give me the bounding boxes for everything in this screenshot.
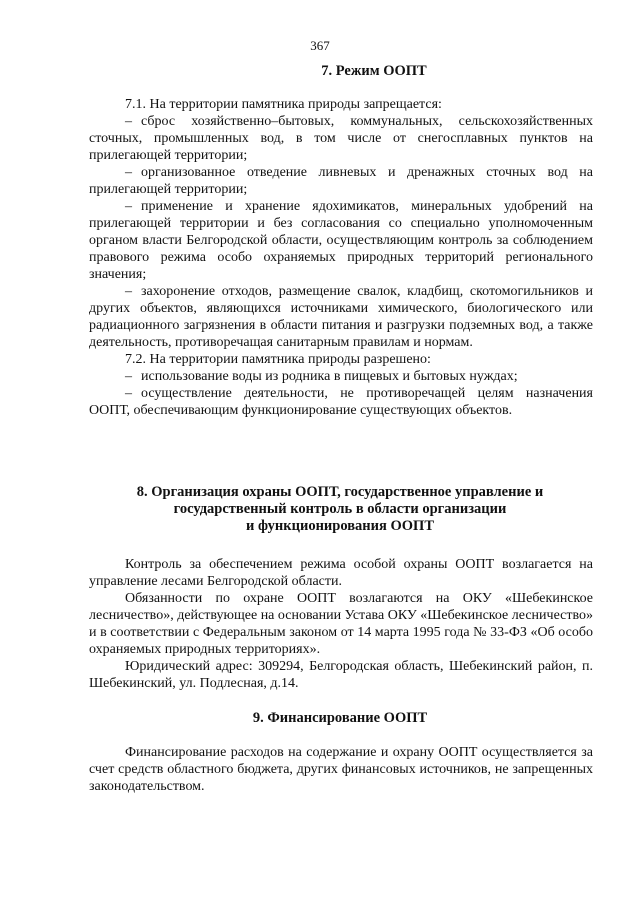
dash-bullet: –: [125, 369, 132, 384]
list-item-text: организованное отведение ливневых и дренажных сточных вод на прилегающей территории;: [89, 165, 593, 197]
list-item: [89, 198, 593, 283]
dash-bullet: –: [125, 386, 132, 401]
paragraph-7-2-intro: 7.2. На территории памятника природы разрешено:: [125, 352, 431, 367]
paragraph: Обязанности по охране ООПТ возлагаются на ОКУ «Шебекинское лесничество», действующее на основании Устава ОКУ «Шебекинское лесничество» и в соответствии с Федеральным законом от 14 марта 1995 года № 33-ФЗ «Об особо охраняемых природных территориях».: [89, 591, 593, 657]
list-item-text: использование воды из родника в пищевых и бытовых нуждах;: [141, 369, 518, 384]
paragraph: Финансирование расходов на содержание и охрану ООПТ осуществляется за счет средств областного бюджета, других финансовых источников, не запрещенных законодательством.: [89, 745, 593, 794]
section-7-body: [89, 96, 593, 419]
dash-bullet: –: [125, 165, 132, 180]
list-item: [89, 164, 593, 198]
section-9-body: [89, 744, 593, 795]
list-item-text: захоронение отходов, размещение свалок, кладбищ, скотомогильников и других объектов, являющихся источниками химического, биологического или радиационного загрязнения в области питания и разгрузки подземных вод, а также деятельность, противоречащая санитарным правилам и нормам.: [89, 284, 593, 350]
paragraph: Юридический адрес: 309294, Белгородская область, Шебекинский район, п. Шебекинский, ул. Подлесная, д.14.: [89, 659, 593, 691]
list-item: [89, 283, 593, 351]
list-item: [89, 368, 593, 385]
list-item-text: применение и хранение ядохимикатов, минеральных удобрений на прилегающей территории и без согласования со специально уполномоченным органом власти Белгородской области, осуществляющим контроль за соблюдением правового режима особо охраняемых природных территорий регионального значения;: [89, 199, 593, 282]
list-item: [89, 113, 593, 164]
paragraph-7-1-intro: 7.1. На территории памятника природы запрещается:: [125, 97, 442, 112]
list-item-text: осуществление деятельности, не противоречащей целям назначения ООПТ, обеспечивающим функционирование существующих объектов.: [89, 386, 593, 418]
section-8-title-line-3: и функционирования ООПТ: [246, 518, 434, 534]
dash-bullet: –: [125, 284, 132, 299]
section-8-body: [89, 556, 593, 692]
section-8-title: [40, 484, 640, 535]
section-8-title-line-1: 8. Организация охраны ООПТ, государственное управление и: [136, 484, 544, 500]
section-7-title: 7. Режим ООПТ: [321, 63, 427, 79]
list-item: [89, 385, 593, 419]
section-8-title-line-2: государственный контроль в области организации: [173, 501, 507, 517]
dash-bullet: –: [125, 199, 132, 214]
list-item-text: сброс хозяйственно–бытовых, коммунальных, сельскохозяйственных сточных, промышленных вод, в том числе от снегосплавных пунктов на прилегающей территории;: [89, 114, 593, 163]
section-9-title: 9. Финансирование ООПТ: [252, 710, 428, 726]
paragraph: Контроль за обеспечением режима особой охраны ООПТ возлагается на управление лесами Белгородской области.: [89, 557, 593, 589]
page-number: 367: [310, 38, 330, 53]
dash-bullet: –: [125, 114, 132, 129]
